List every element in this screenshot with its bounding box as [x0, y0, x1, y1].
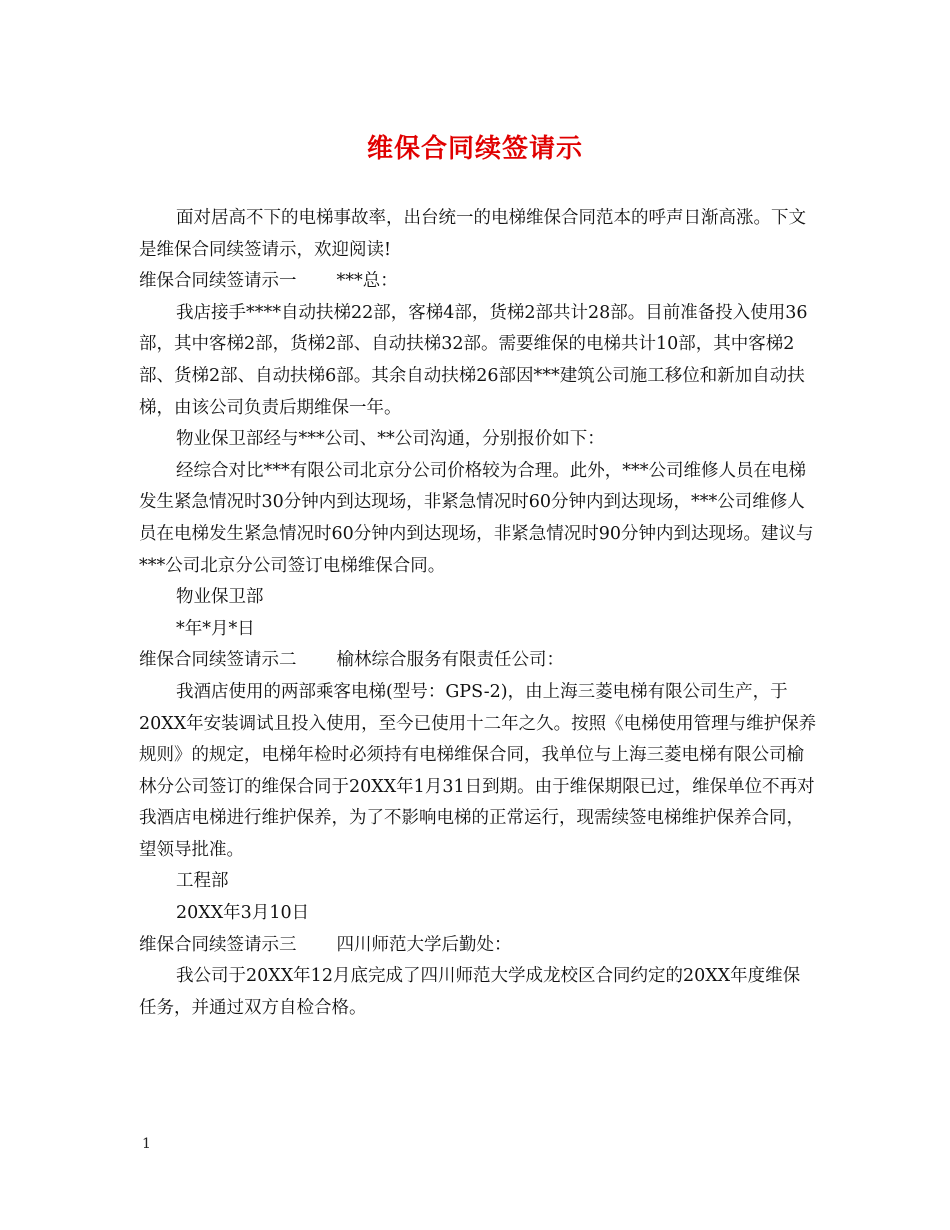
section-1-date: *年*月*日: [176, 618, 255, 639]
section-addressee: 四川师范大学后勤处：: [336, 934, 512, 955]
section-1-paragraph-2: 物业保卫部经与***公司、**公司沟通，分别报价如下：: [176, 429, 605, 450]
section-heading-3: [139, 930, 817, 962]
section-1-paragraph-1: 我店接手****自动扶梯22部，客梯4部，货梯2部共计28部。目前准备投入使用36部，其中客梯2部，货梯2部、自动扶梯32部。需要维保的电梯共计10部，其中客梯2部、货梯2部、自动扶梯6部。其余自动扶梯26部因***建筑公司施工移位和新加自动扶梯，由该公司负责后期维保一年。: [139, 302, 808, 418]
section-title: 维保合同续签请示二: [139, 650, 297, 671]
section-heading-2: [139, 645, 817, 677]
section-1-signature: 物业保卫部: [176, 587, 264, 608]
section-2-signature: 工程部: [176, 871, 229, 892]
section-heading-1: [139, 266, 817, 298]
section-title: 维保合同续签请示一: [139, 271, 297, 292]
intro-paragraph: 面对居高不下的电梯事故率，出台统一的电梯维保合同范本的呼声日渐高涨。下文是维保合同续签请示，欢迎阅读!: [139, 208, 806, 260]
page-number: 1: [142, 1136, 151, 1152]
section-1-paragraph-3: 经综合对比***有限公司北京分公司价格较为合理。此外，***公司维修人员在电梯发生紧急情况时30分钟内到达现场，非紧急情况时60分钟内到达现场，***公司维修人员在电梯发生紧急情况时60分钟内到达现场，非紧急情况时90分钟内到达现场。建议与***公司北京分公司签订电梯维保合同。: [139, 460, 814, 576]
document-body: [139, 203, 817, 1024]
document-title: 维保合同续签请示: [366, 134, 583, 164]
section-title: 维保合同续签请示三: [139, 934, 297, 955]
section-addressee: 榆林综合服务有限责任公司：: [336, 650, 564, 671]
section-addressee: ***总：: [336, 271, 398, 292]
section-3-paragraph-1: 我公司于20XX年12月底完成了四川师范大学成龙校区合同约定的20XX年度维保任务，并通过双方自检合格。: [139, 966, 801, 1018]
section-2-date: 20XX年3月10日: [176, 903, 310, 924]
section-2-paragraph-1: 我酒店使用的两部乘客电梯(型号：GPS-2)，由上海三菱电梯有限公司生产，于20XX年安装调试且投入使用，至今已使用十二年之久。按照《电梯使用管理与维护保养规则》的规定，电梯年检时必须持有电梯维保合同，我单位与上海三菱电梯有限公司榆林分公司签订的维保合同于20XX年1月31日到期。由于维保期限已过，维保单位不再对我酒店电梯进行维护保养，为了不影响电梯的正常运行，现需续签电梯维护保养合同，望领导批准。: [139, 681, 817, 860]
